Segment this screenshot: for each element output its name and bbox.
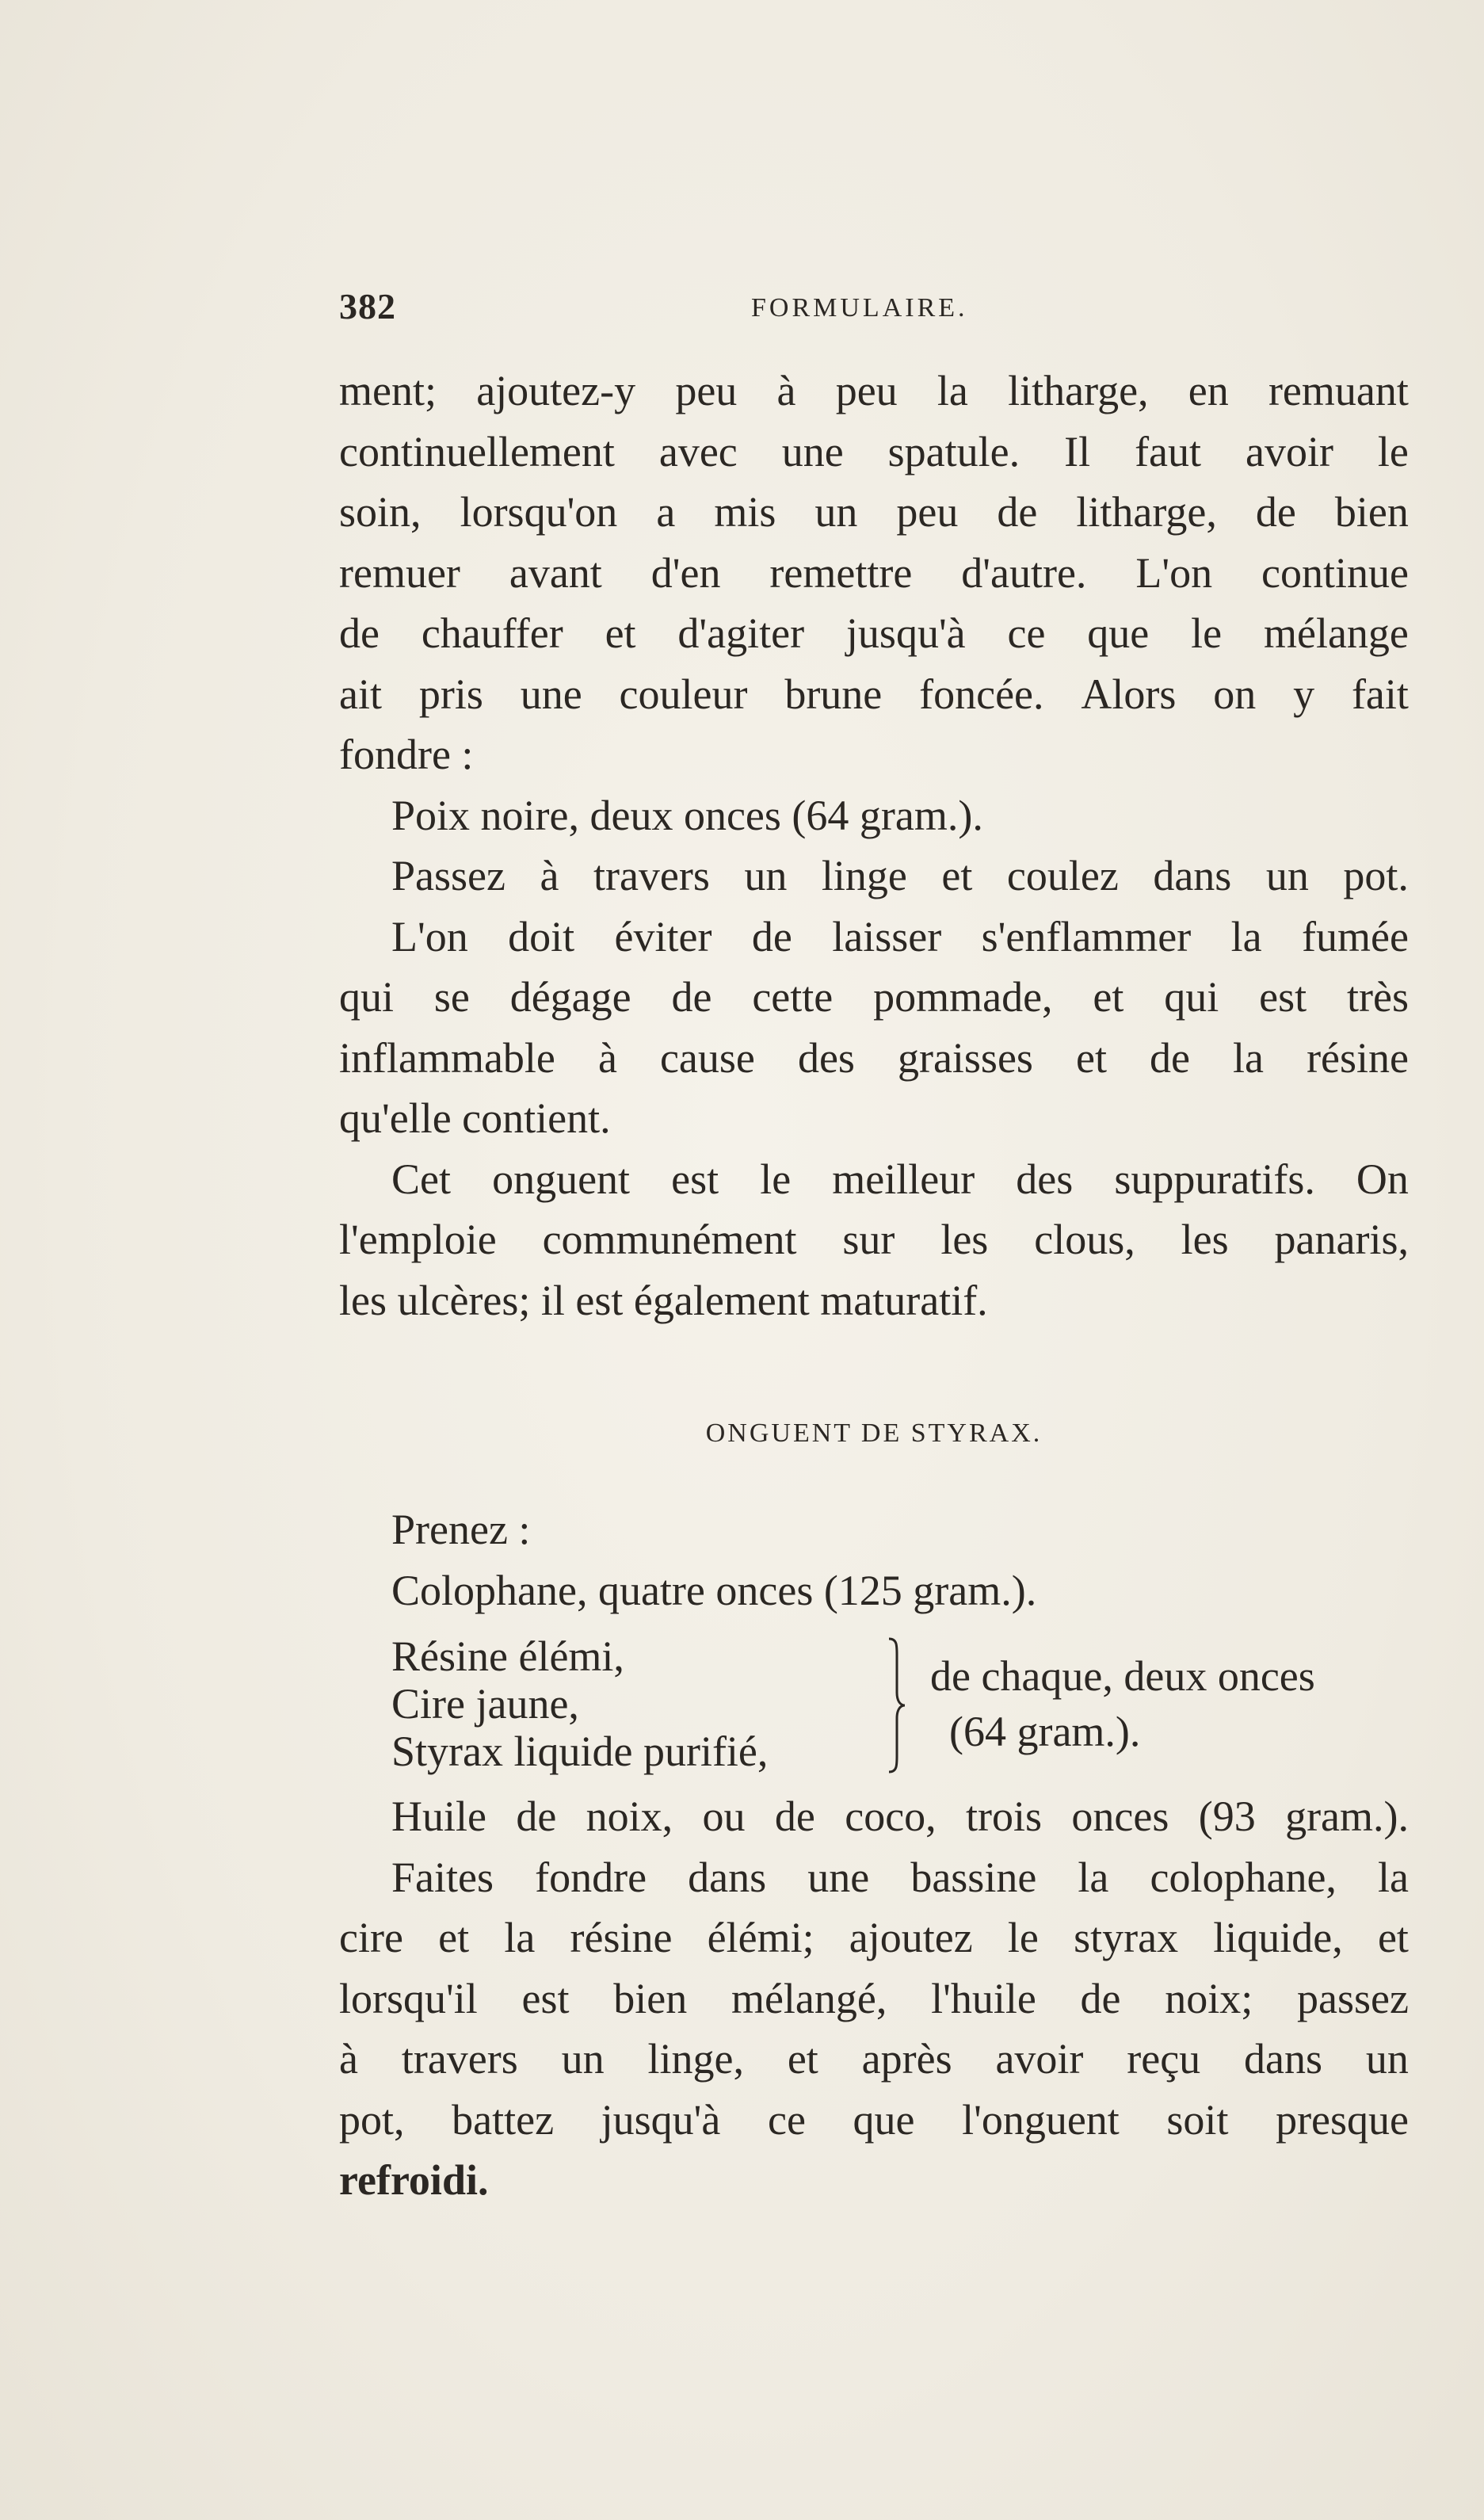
- word: mélangé,: [731, 1974, 887, 2022]
- text-line: [339, 482, 1409, 543]
- word: en: [1188, 367, 1229, 414]
- recipe-line: Colophane, quatre onces (125 gram.).: [391, 1566, 1037, 1614]
- word: très: [1346, 973, 1409, 1021]
- word: chauffer: [421, 609, 563, 657]
- word: après: [861, 2035, 952, 2083]
- word: un: [561, 2035, 605, 2083]
- word: sur: [842, 1216, 895, 1263]
- text-line: [339, 422, 1409, 483]
- text-line: Poix noire, deux onces (64 gram.).: [391, 791, 983, 839]
- word: et: [941, 852, 973, 899]
- recipe-line: [339, 1786, 1409, 1847]
- text-line: [339, 1149, 1409, 1210]
- word: travers: [593, 852, 710, 899]
- word: d'en: [650, 548, 721, 597]
- word: liquide,: [1213, 1914, 1343, 1961]
- word: qui: [339, 973, 395, 1021]
- word: jusqu'à: [845, 609, 966, 657]
- text-line: [339, 967, 1409, 1028]
- word: laisser: [832, 912, 942, 960]
- word: des: [1016, 1155, 1074, 1203]
- word: Huile: [391, 1793, 486, 1840]
- word: que: [853, 2095, 915, 2144]
- word: litharge,: [1008, 367, 1149, 414]
- word: bien: [1334, 488, 1409, 536]
- word: remettre: [769, 548, 913, 597]
- word: bassine: [910, 1853, 1037, 1901]
- word: noix;: [1165, 1974, 1253, 2022]
- word: ou: [702, 1793, 746, 1840]
- word: de: [1255, 488, 1296, 536]
- word: mélange: [1263, 609, 1409, 657]
- text-line: qu'elle contient.: [339, 1094, 611, 1142]
- word: mis: [714, 488, 776, 536]
- section-heading: ONGUENT DE STYRAX.: [705, 1418, 1043, 1448]
- word: pot,: [339, 2095, 405, 2144]
- word: et: [1093, 973, 1124, 1021]
- text-line: [339, 543, 1409, 604]
- word: le: [760, 1155, 792, 1203]
- word: bien: [613, 1974, 688, 2022]
- word: de: [339, 609, 380, 657]
- word: L'on: [391, 912, 468, 960]
- word: ment;: [339, 367, 437, 414]
- text-line: [339, 1968, 1409, 2029]
- method-block: [339, 1786, 1409, 2211]
- word: dégage: [509, 973, 631, 1021]
- word: avec: [658, 427, 738, 475]
- word: avant: [509, 548, 602, 597]
- word: à: [776, 367, 796, 414]
- word: travers: [401, 2035, 518, 2083]
- word: la: [1233, 1033, 1265, 1082]
- word: s'enflammer: [981, 912, 1192, 960]
- word: cause: [659, 1033, 755, 1082]
- word: l'onguent: [962, 2095, 1120, 2144]
- text-line: [339, 2029, 1409, 2090]
- word: peu: [835, 367, 898, 414]
- word: qui: [1164, 973, 1219, 1021]
- text-line: [339, 1028, 1409, 1089]
- word: lorsqu'on: [460, 488, 618, 536]
- word: Alors: [1081, 670, 1177, 718]
- text-line: [339, 1907, 1409, 1968]
- word: Faites: [391, 1853, 494, 1901]
- word: la: [937, 367, 968, 414]
- word: battez: [452, 2095, 555, 2144]
- word: remuant: [1268, 367, 1409, 414]
- word: une: [807, 1853, 870, 1901]
- word: soin,: [339, 488, 422, 536]
- word: d'agiter: [677, 609, 805, 657]
- word: ajoutez: [849, 1914, 973, 1961]
- word: noix,: [586, 1793, 673, 1840]
- text-line: refroidi.: [339, 2156, 489, 2204]
- word: la: [1378, 1853, 1409, 1901]
- word: et: [1075, 1033, 1107, 1082]
- word: à: [540, 852, 559, 899]
- word: remuer: [339, 548, 460, 597]
- word: litharge,: [1076, 488, 1217, 536]
- word: brune: [784, 670, 883, 718]
- word: presque: [1276, 2095, 1409, 2144]
- word: à: [339, 2035, 358, 2083]
- word: foncée.: [919, 670, 1044, 718]
- word: est: [671, 1155, 719, 1203]
- word: et: [787, 2035, 818, 2083]
- word: peu: [675, 367, 738, 414]
- text-line: [339, 907, 1409, 968]
- word: dans: [688, 1853, 767, 1901]
- word: lorsqu'il: [339, 1974, 478, 2022]
- word: de: [774, 1793, 815, 1840]
- word: un: [1365, 2035, 1409, 2083]
- text-line: [339, 603, 1409, 664]
- word: résine: [1307, 1033, 1409, 1082]
- brace-ingredient-group: [391, 1632, 1409, 1791]
- word: cette: [752, 973, 834, 1021]
- word: linge: [821, 852, 907, 899]
- page-number: 382: [339, 286, 396, 326]
- word: une: [520, 670, 582, 718]
- word: suppuratifs.: [1114, 1155, 1315, 1203]
- ingredient-item: Résine élémi,: [391, 1632, 624, 1680]
- recipe-block: [339, 1499, 1409, 1621]
- word: fondre: [535, 1853, 647, 1901]
- word: de: [1080, 1974, 1121, 2022]
- word: les: [1181, 1216, 1229, 1263]
- word: meilleur: [832, 1155, 975, 1203]
- word: des: [797, 1033, 855, 1082]
- word: L'on: [1135, 548, 1213, 597]
- word: de: [1150, 1033, 1190, 1082]
- word: se: [433, 973, 470, 1021]
- word: faut: [1135, 427, 1202, 475]
- word: Il: [1064, 427, 1091, 475]
- word: dans: [1153, 852, 1232, 899]
- text-line: [339, 1847, 1409, 1908]
- word: est: [1259, 973, 1307, 1021]
- brace-value: [930, 1648, 1315, 1759]
- word: continue: [1261, 548, 1409, 597]
- word: colophane,: [1150, 1853, 1337, 1901]
- word: on: [1213, 670, 1257, 718]
- text-line: [339, 1209, 1409, 1270]
- word: fait: [1351, 670, 1409, 718]
- word: communément: [542, 1216, 797, 1263]
- word: ajoutez-y: [476, 367, 636, 414]
- word: inflammable: [339, 1033, 555, 1082]
- word: cire: [339, 1914, 403, 1961]
- word: et: [1377, 1914, 1409, 1961]
- brace-items: [391, 1632, 768, 1775]
- word: d'autre.: [961, 548, 1087, 597]
- word: (93: [1198, 1793, 1256, 1840]
- word: la: [1078, 1853, 1109, 1901]
- word: couleur: [619, 670, 748, 718]
- text-line: fondre :: [339, 731, 474, 778]
- text-line: [339, 2090, 1409, 2151]
- word: de: [516, 1793, 557, 1840]
- word: élémi;: [707, 1914, 814, 1961]
- word: une: [781, 427, 844, 475]
- curly-brace-icon: [884, 1636, 908, 1775]
- word: un: [1265, 852, 1309, 899]
- word: et: [605, 609, 636, 657]
- text-line: [339, 361, 1409, 422]
- word: coulez: [1006, 852, 1119, 899]
- word: l'huile: [931, 1974, 1036, 2022]
- word: pris: [418, 670, 483, 718]
- word: les: [940, 1216, 989, 1263]
- word: pommade,: [873, 973, 1053, 1021]
- word: avoir: [1246, 427, 1333, 475]
- word: Passez: [391, 852, 505, 899]
- word: trois: [966, 1793, 1043, 1840]
- word: et: [438, 1914, 470, 1961]
- word: le: [1191, 609, 1223, 657]
- word: On: [1356, 1155, 1409, 1203]
- word: de: [997, 488, 1038, 536]
- word: fumée: [1302, 912, 1409, 960]
- brace-value-line: de chaque, deux onces: [930, 1652, 1315, 1700]
- word: la: [1230, 912, 1262, 960]
- brace-value-line: (64 gram.).: [949, 1708, 1141, 1755]
- word: éviter: [614, 912, 712, 960]
- page-header: [339, 285, 1409, 341]
- word: y: [1293, 670, 1315, 718]
- word: avoir: [995, 2035, 1084, 2083]
- body-text: [339, 361, 1409, 1331]
- word: un: [814, 488, 858, 536]
- word: l'emploie: [339, 1216, 497, 1263]
- word: coco,: [845, 1793, 937, 1840]
- word: ait: [339, 670, 382, 718]
- word: à: [597, 1033, 617, 1082]
- ingredient-item: Styrax liquide purifié,: [391, 1728, 769, 1775]
- word: est: [521, 1974, 570, 2022]
- word: de: [751, 912, 792, 960]
- word: clous,: [1034, 1216, 1135, 1263]
- word: passez: [1297, 1974, 1409, 2022]
- recipe-intro: Prenez :: [391, 1506, 531, 1553]
- ingredient-item: Cire jaune,: [391, 1680, 579, 1728]
- text-line: [339, 664, 1409, 725]
- word: spatule.: [887, 427, 1020, 475]
- running-title: FORMULAIRE.: [751, 293, 968, 323]
- word: le: [1377, 427, 1409, 475]
- word: ce: [767, 2095, 806, 2144]
- word: dans: [1244, 2035, 1323, 2083]
- word: panaris,: [1274, 1216, 1409, 1263]
- word: linge,: [647, 2035, 744, 2083]
- word: la: [504, 1914, 536, 1961]
- word: un: [744, 852, 788, 899]
- word: graisses: [897, 1033, 1033, 1082]
- word: gram.).: [1285, 1793, 1409, 1840]
- word: le: [1007, 1914, 1039, 1961]
- word: continuellement: [339, 427, 615, 475]
- word: onces: [1071, 1793, 1169, 1840]
- word: soit: [1166, 2095, 1229, 2144]
- word: pot.: [1343, 852, 1409, 899]
- word: reçu: [1127, 2035, 1201, 2083]
- word: ce: [1007, 609, 1046, 657]
- word: de: [671, 973, 712, 1021]
- text-line: les ulcères; il est également maturatif.: [339, 1276, 988, 1324]
- word: jusqu'à: [601, 2095, 721, 2144]
- word: que: [1087, 609, 1150, 657]
- word: Cet: [391, 1155, 451, 1203]
- word: onguent: [492, 1155, 631, 1203]
- word: doit: [508, 912, 575, 960]
- word: peu: [896, 488, 959, 536]
- text-line: [339, 846, 1409, 907]
- word: a: [656, 488, 676, 536]
- word: résine: [570, 1914, 673, 1961]
- word: styrax: [1074, 1914, 1179, 1961]
